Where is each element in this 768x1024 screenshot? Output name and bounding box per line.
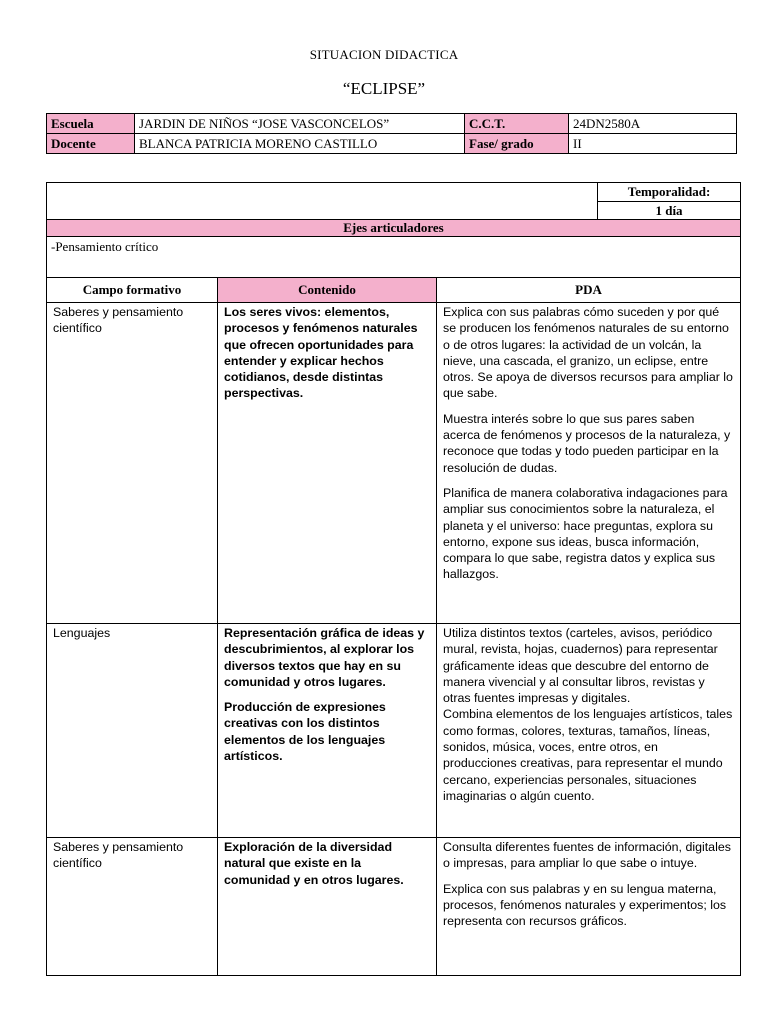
docente-label: Docente — [47, 134, 135, 154]
temporalidad-label: Temporalidad: — [598, 183, 741, 202]
campo-text: Saberes y pensamiento científico — [53, 840, 184, 871]
table-row — [47, 303, 741, 624]
contenido-paragraph: Representación gráfica de ideas y descubrimientos, al explorar los diversos textos que hay en su comunidad y otros lugares. — [224, 626, 425, 689]
pda-paragraph: Muestra interés sobre lo que sus pares saben acerca de fenómenos y procesos de la naturaleza, y reconoce que todas y todo pueden participar en la resolución de dudas. — [443, 411, 731, 475]
escuela-label: Escuela — [47, 114, 135, 134]
docente-value: BLANCA PATRICIA MORENO CASTILLO — [135, 134, 465, 154]
contenido-paragraph: Producción de expresiones creativas con los distintos elementos de los lenguajes artísticos. — [224, 700, 386, 764]
contenido-cell — [218, 838, 437, 976]
ejes-value: -Pensamiento crítico — [47, 237, 741, 278]
pda-paragraph: Explica con sus palabras cómo suceden y por qué se producen los fenómenos naturales de su entorno o de otros lugares: la actividad de un volcán, la nieve, una cascada, el granizo, un eclipse, entre otros. Se apoya de diversos recursos para ampliar lo que sabe. — [443, 305, 733, 401]
pda-paragraph: Explica con sus palabras y en su lengua materna, procesos, fenómenos naturales y experimentos; los representa con recursos gráficos. — [443, 881, 727, 929]
pda-paragraph: Utiliza distintos textos (carteles, avisos, periódico mural, revista, hojas, cuadernos) para representar gráficamente ideas que descubre del entorno de manera vivencial y al consultar libros, revistas y otras fuentes impresas y digitales. — [443, 626, 718, 706]
contenido-paragraph: Exploración de la diversidad natural que existe en la comunidad y en otros lugares. — [224, 840, 404, 887]
pda-paragraph: Consulta diferentes fuentes de información, digitales o impresas, para ampliar lo que sabe o intuye. — [443, 840, 731, 871]
info-row-docente — [47, 134, 737, 154]
fase-label: Fase/ grado — [465, 134, 569, 154]
temporalidad-value: 1 día — [598, 202, 741, 220]
blank-header-cell — [47, 183, 598, 220]
contenido-cell — [218, 624, 437, 838]
contenido-cell — [218, 303, 437, 624]
col-header-pda: PDA — [437, 278, 741, 303]
document-subtitle: “ECLIPSE” — [342, 79, 426, 98]
col-header-contenido: Contenido — [218, 278, 437, 303]
document-title: SITUACION DIDACTICA — [309, 47, 459, 62]
table-row — [47, 838, 741, 976]
cct-value: 24DN2580A — [569, 114, 737, 134]
campo-text: Saberes y pensamiento científico — [53, 305, 184, 336]
plan-table — [46, 182, 741, 976]
info-row-escuela — [47, 114, 737, 134]
campo-text: Lenguajes — [53, 626, 111, 640]
pda-paragraph: Planifica de manera colaborativa indagaciones para ampliar sus conocimientos sobre la naturaleza, el planeta y el universo: hace preguntas, explora su entorno, expone sus ideas, busca información, compara lo que sabe, registra datos y explica sus hallazgos. — [443, 485, 728, 582]
info-table — [46, 113, 737, 154]
ejes-header: Ejes articuladores — [47, 220, 741, 237]
pda-cell — [437, 838, 741, 976]
cct-label: C.C.T. — [465, 114, 569, 134]
col-header-campo: Campo formativo — [47, 278, 218, 303]
pda-cell — [437, 303, 741, 624]
pda-paragraph: Combina elementos de los lenguajes artísticos, tales como formas, colores, texturas, tamaños, líneas, sonidos, música, voces, entre otros, en producciones creativas, para representar el mundo cercano, experiencias personales, situaciones imaginarias o algún cuento. — [443, 707, 733, 803]
campo-cell — [47, 624, 218, 838]
campo-cell — [47, 838, 218, 976]
table-row — [47, 624, 741, 838]
escuela-value: JARDIN DE NIÑOS “JOSE VASCONCELOS” — [135, 114, 465, 134]
pda-cell — [437, 624, 741, 838]
contenido-paragraph: Los seres vivos: elementos, procesos y fenómenos naturales que ofrecen oportunidades para entender y explicar hechos cotidianos, desde distintas perspectivas. — [224, 305, 418, 401]
fase-value: II — [569, 134, 737, 154]
campo-cell — [47, 303, 218, 624]
